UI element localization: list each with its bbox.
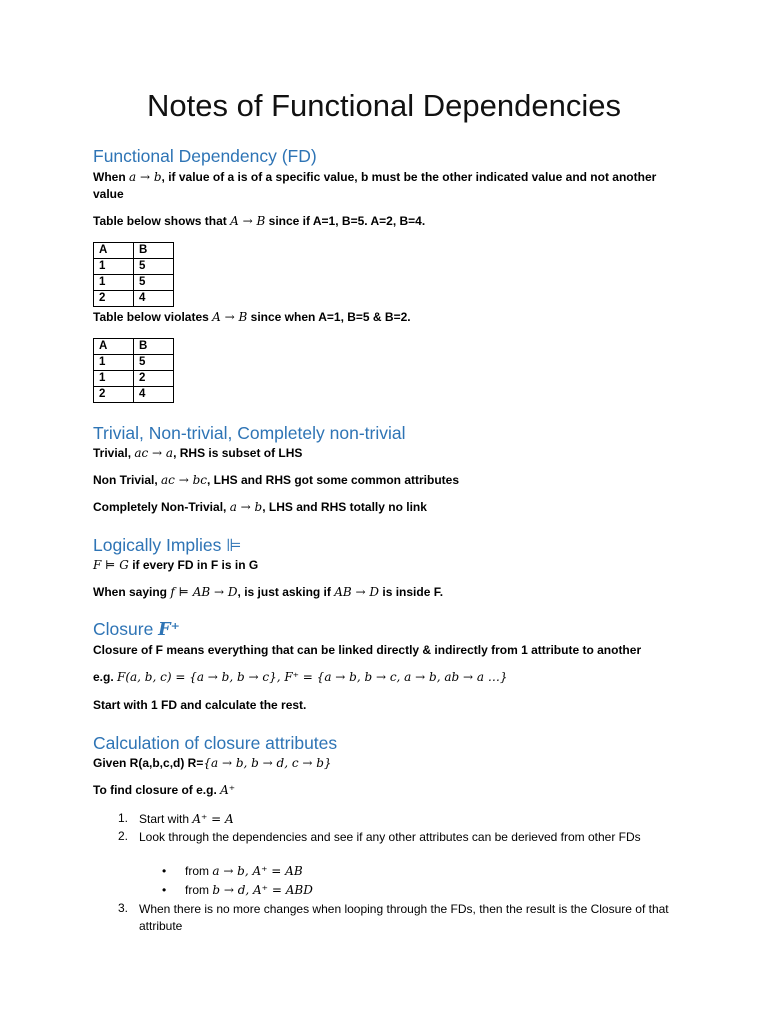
fd-definition: [93, 169, 673, 203]
table-cell: 1: [94, 371, 134, 387]
table-header-cell: B: [134, 243, 174, 259]
closure-example-math: F(a, b, c) = {a → b, b → c}, F⁺ = {a → b, b → c, a → b, ab → a …}: [117, 670, 508, 684]
table-cell: 1: [94, 355, 134, 371]
table-header-row: [94, 243, 174, 259]
closure-example-pre: e.g.: [93, 670, 118, 684]
cnt-pre: Completely Non-Trivial,: [93, 500, 230, 514]
list-item-sub-1: [185, 864, 303, 878]
fd-table-intro-math: A → B: [230, 214, 266, 228]
fd-violation-math: A → B: [212, 310, 248, 324]
table-violates-fd: [93, 338, 174, 403]
heading-closure: [93, 619, 180, 640]
fd-violation-intro: [93, 310, 411, 324]
table-cell: 1: [94, 259, 134, 275]
step-1-math: A⁺ = A: [192, 812, 234, 826]
implies-math: F ⊨ G: [93, 558, 129, 572]
bullet-icon: •: [162, 864, 167, 878]
table-row: [94, 387, 174, 403]
sub-2-math: b → d, A⁺ = ABD: [212, 883, 313, 897]
closure-heading-text: Closure: [93, 619, 159, 639]
table-cell: 4: [134, 291, 174, 307]
table-header-cell: A: [94, 339, 134, 355]
table-row: [94, 371, 174, 387]
list-item-step-2: Look through the dependencies and see if any other attributes can be derieved from other FDs: [139, 830, 641, 844]
closure-example: [93, 670, 507, 684]
closure-definition: Closure of F means everything that can be linked directly & indirectly from 1 attribute to another: [93, 643, 642, 657]
implies-2-mid: , is just asking if: [237, 585, 335, 599]
table-cell: 5: [134, 275, 174, 291]
fd-table-intro: [93, 214, 425, 228]
implies-2-math: f ⊨ AB → D: [170, 585, 238, 599]
closure-start-note: Start with 1 FD and calculate the rest.: [93, 698, 307, 712]
non-trivial-line: [93, 473, 459, 487]
table-row: [94, 275, 174, 291]
table-row: [94, 291, 174, 307]
table-cell: 4: [134, 387, 174, 403]
non-trivial-math: ac → bc: [161, 473, 207, 487]
page-title: Notes of Functional Dependencies: [147, 88, 621, 123]
list-item-step-1: [139, 811, 679, 828]
implies-line-2: [93, 585, 443, 599]
non-trivial-post: , LHS and RHS got some common attributes: [206, 473, 460, 487]
table-header-cell: A: [94, 243, 134, 259]
table-cell: 2: [94, 291, 134, 307]
heading-calculation: Calculation of closure attributes: [93, 733, 338, 753]
table-header-row: [94, 339, 174, 355]
table-row: [94, 259, 174, 275]
implies-line-1: [93, 558, 258, 572]
fd-def-math: a → b: [129, 170, 162, 184]
fd-table-intro-post: since if A=1, B=5. A=2, B=4.: [265, 214, 426, 228]
table-cell: 5: [134, 355, 174, 371]
fd-def-post: , if value of a is of a specific value, b must be the other indicated value and not another value: [93, 170, 657, 201]
cnt-math: a → b: [229, 500, 263, 514]
bullet-icon: •: [162, 883, 167, 897]
table-satisfies-fd: [93, 242, 174, 307]
cnt-post: , LHS and RHS totally no link: [262, 500, 427, 514]
step-1-pre: Start with: [139, 812, 193, 826]
calc-to-find-pre: To find closure of e.g.: [93, 783, 221, 797]
implies-post: if every FD in F is in G: [128, 558, 259, 572]
fd-table-intro-pre: Table below shows that: [93, 214, 231, 228]
heading-functional-dependency: Functional Dependency (FD): [93, 146, 317, 166]
table-header-cell: B: [134, 339, 174, 355]
list-number: 3.: [118, 901, 129, 915]
implies-2-pre: When saying: [93, 585, 171, 599]
table-row: [94, 355, 174, 371]
sub-1-math: a → b, A⁺ = AB: [212, 864, 303, 878]
calc-given-pre: Given R(a,b,c,d) R=: [93, 756, 204, 770]
table-cell: 2: [134, 371, 174, 387]
implies-2-math2: AB → D: [334, 585, 380, 599]
implies-2-post: is inside F.: [379, 585, 444, 599]
trivial-line: [93, 446, 302, 460]
trivial-math: ac → a: [134, 446, 174, 460]
table-cell: 1: [94, 275, 134, 291]
trivial-pre: Trivial,: [93, 446, 135, 460]
calc-given: [93, 756, 332, 770]
heading-trivial: Trivial, Non-trivial, Completely non-trivial: [93, 423, 406, 443]
table-cell: 2: [94, 387, 134, 403]
closure-heading-math: F⁺: [158, 620, 180, 640]
calc-to-find-math: A⁺: [220, 783, 236, 797]
calc-to-find: [93, 783, 235, 797]
list-item-step-3: When there is no more changes when looping through the FDs, then the result is the Closure of that attribute: [139, 902, 669, 933]
list-number: 2.: [118, 829, 129, 843]
heading-logically-implies: Logically Implies ⊫: [93, 535, 242, 555]
non-trivial-pre: Non Trivial,: [93, 473, 162, 487]
fd-violation-post: since when A=1, B=5 & B=2.: [247, 310, 411, 324]
trivial-post: , RHS is subset of LHS: [173, 446, 303, 460]
fd-violation-pre: Table below violates: [93, 310, 213, 324]
table-cell: 5: [134, 259, 174, 275]
list-item-sub-2: [185, 883, 313, 897]
sub-1-pre: from: [185, 864, 213, 878]
fd-def-pre: When: [93, 170, 129, 184]
list-number: 1.: [118, 811, 129, 825]
sub-2-pre: from: [185, 883, 213, 897]
completely-non-trivial-line: [93, 500, 427, 514]
calc-given-math: {a → b, b → d, c → b}: [203, 756, 332, 770]
